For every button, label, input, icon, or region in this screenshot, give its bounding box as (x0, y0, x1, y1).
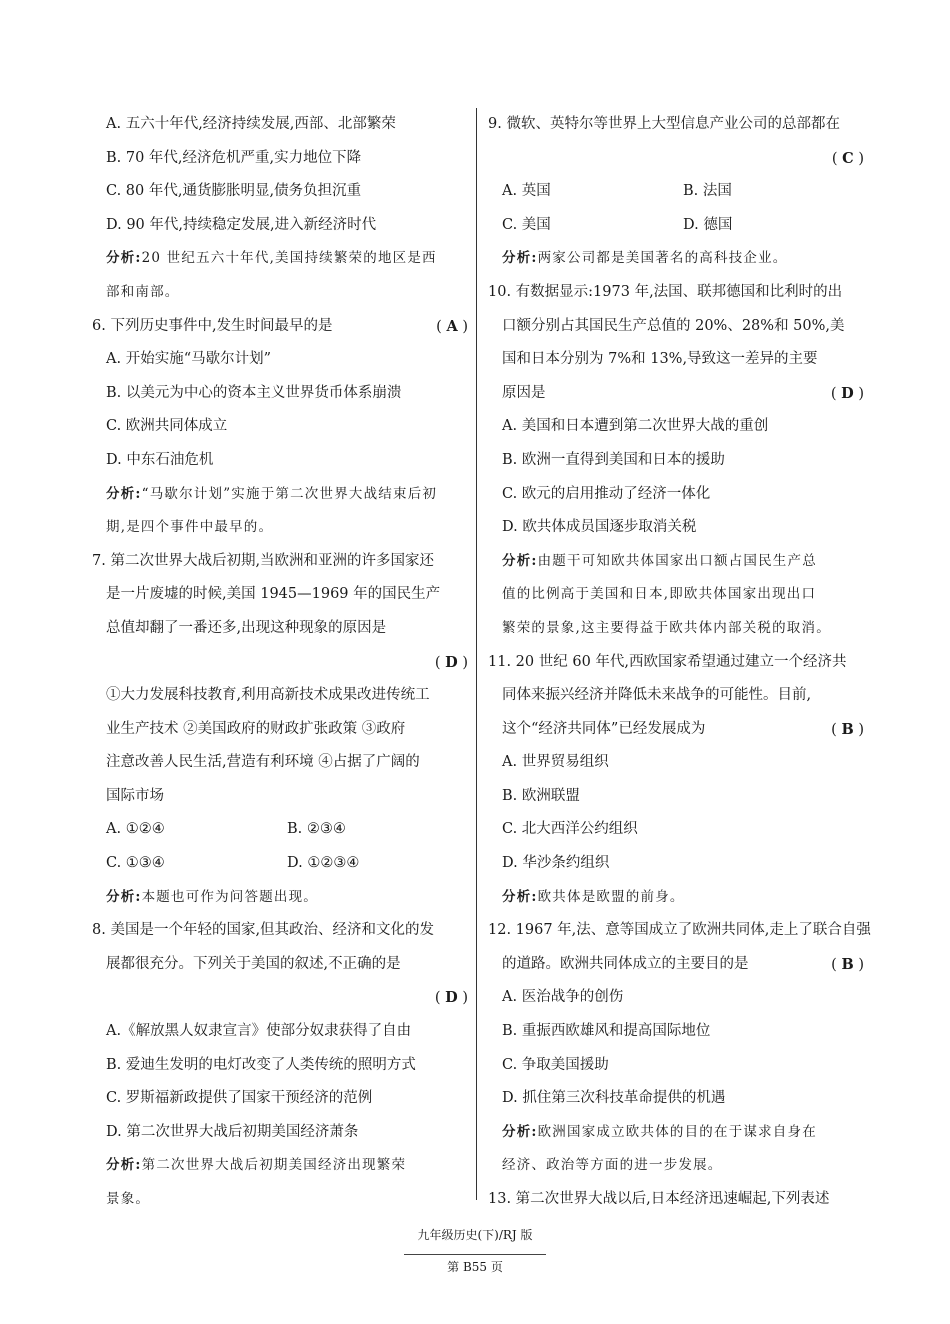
text-line (92, 209, 468, 243)
line-text: B. 欧洲一直得到美国和日本的援助 (502, 451, 725, 468)
line-text: A.《解放黑人奴隶宣言》使部分奴隶获得了自由 (106, 1023, 412, 1040)
analysis-label: 分析: (502, 552, 538, 569)
text-line (488, 981, 864, 1015)
answer-letter: D (841, 384, 854, 402)
line-text: D. 欧共体成员国逐步取消关税 (502, 519, 697, 536)
book-title: 九年级历史(下)/RJ 版 (417, 1228, 533, 1242)
line-text: 繁荣的景象,这主要得益于欧共体内部关税的取消。 (502, 619, 831, 636)
text-line (92, 545, 468, 579)
text-line (92, 108, 468, 142)
analysis-line (92, 478, 468, 512)
option-row (92, 813, 468, 847)
footer-rule (404, 1254, 546, 1255)
line-text: A. 开始实施“马歇尔计划” (106, 351, 272, 368)
answer-letter: D (445, 989, 458, 1007)
line-text: B. 以美元为中心的资本主义世界货币体系崩溃 (106, 384, 402, 401)
line-text: D. 华沙条约组织 (502, 855, 610, 872)
text-line (488, 813, 864, 847)
line-text: B. 70 年代,经济危机严重,实力地位下降 (106, 149, 362, 166)
line-text: 值的比例高于美国和日本,即欧共体国家出现出口 (502, 586, 817, 603)
line-text: C. 欧洲共同体成立 (106, 418, 228, 435)
text-line (92, 713, 468, 747)
analysis-label: 分析: (106, 1157, 142, 1174)
answer-bracket: ( B ) (831, 955, 864, 973)
line-text: 景象。 (106, 1191, 151, 1207)
option-row (488, 175, 864, 209)
analysis-line (92, 1149, 468, 1183)
text-line (92, 578, 468, 612)
line-text: D. 抓住第三次科技革命提供的机遇 (502, 1090, 726, 1107)
option-row (488, 209, 864, 243)
analysis-label: 分析: (106, 485, 142, 502)
option-row (92, 847, 468, 881)
line-text: 注意改善人民生活,营造有利环境 ④占据了广阔的 (106, 754, 420, 771)
option: C. ①③④ (106, 855, 165, 872)
text-line (488, 679, 864, 713)
analysis-line (488, 1116, 864, 1150)
option: D. ①②③④ (287, 855, 360, 872)
column-divider (476, 108, 477, 1200)
line-text: ①大力发展科技教育,利用高新技术成果改进传统工 (106, 687, 430, 704)
line-text: 6. 下列历史事件中,发生时间最早的是 (92, 317, 333, 334)
line-text: 13. 第二次世界大战以后,日本经济迅速崛起,下列表述 (488, 1191, 830, 1207)
line-text: 欧共体是欧盟的前身。 (537, 888, 685, 905)
line-text: 12. 1967 年,法、意等国成立了欧洲共同体,走上了联合自强 (488, 922, 871, 939)
text-line (488, 343, 864, 377)
text-line (488, 142, 864, 176)
text-line (92, 142, 468, 176)
text-line (488, 948, 864, 982)
analysis-label: 分析: (106, 888, 142, 905)
line-text: 展都很充分。下列关于美国的叙述,不正确的是 (106, 955, 401, 972)
line-text: 国和日本分别为 7%和 13%,导致这一差异的主要 (502, 351, 818, 368)
line-text: 的道路。欧洲共同体成立的主要目的是 (502, 955, 749, 972)
text-line (92, 1082, 468, 1116)
answer-bracket: ( D ) (434, 653, 468, 671)
text-line (92, 746, 468, 780)
answer-letter: B (841, 955, 854, 973)
line-text: 11. 20 世纪 60 年代,西欧国家希望通过建立一个经济共 (488, 653, 847, 670)
option: A. 英国 (502, 183, 551, 200)
text-line (92, 276, 468, 310)
text-line (488, 646, 864, 680)
text-line (488, 1049, 864, 1083)
line-text: 两家公司都是美国著名的高科技企业。 (537, 250, 788, 267)
line-text: D. 第二次世界大战后初期美国经济萧条 (106, 1123, 359, 1140)
answer-letter: C (842, 149, 854, 167)
text-line (488, 108, 864, 142)
line-text: C. 80 年代,通货膨胀明显,债务负担沉重 (106, 183, 362, 200)
option: C. 美国 (502, 216, 551, 233)
analysis-line (92, 242, 468, 276)
line-text: 10. 有数据显示:1973 年,法国、联邦德国和比利时的出 (488, 283, 843, 300)
text-line (92, 679, 468, 713)
text-line (92, 780, 468, 814)
line-text: D. 中东石油危机 (106, 451, 214, 468)
text-line (488, 746, 864, 780)
answer-letter: B (841, 720, 854, 738)
text-line (488, 310, 864, 344)
line-text: 由题干可知欧共体国家出口额占国民生产总 (537, 552, 817, 569)
line-text: 9. 微软、英特尔等世界上大型信息产业公司的总部都在 (488, 116, 840, 132)
line-text: 8. 美国是一个年轻的国家,但其政治、经济和文化的发 (92, 922, 435, 939)
line-text: 本题也可作为问答题出现。 (141, 888, 318, 905)
text-line (488, 1183, 864, 1217)
text-line (488, 914, 871, 948)
answer-bracket: ( A ) (436, 317, 468, 335)
left-column (92, 108, 468, 1217)
page-number: 第 B55 页 (447, 1260, 503, 1274)
text-line (92, 1116, 468, 1150)
page-footer (0, 1227, 950, 1275)
text-line (92, 914, 468, 948)
line-text: 期,是四个事件中最早的。 (106, 519, 274, 536)
analysis-line (488, 242, 864, 276)
text-line (488, 444, 864, 478)
line-text: B. 重振西欧雄风和提高国际地位 (502, 1023, 711, 1040)
answer-bracket: ( B ) (831, 720, 864, 738)
text-line (92, 444, 468, 478)
option: D. 德国 (683, 216, 733, 233)
text-line (92, 1183, 468, 1217)
line-text: C. 北大西洋公约组织 (502, 821, 638, 838)
line-text: C. 争取美国援助 (502, 1056, 609, 1073)
text-line (92, 948, 468, 982)
analysis-label: 分析: (106, 250, 142, 267)
line-text: 第二次世界大战后初期美国经济出现繁荣 (141, 1157, 407, 1174)
line-text: A. 世界贸易组织 (502, 754, 609, 771)
text-line (92, 377, 468, 411)
line-text: “马歇尔计划”实施于第二次世界大战结束后初 (141, 485, 438, 502)
line-text: C. 罗斯福新政提供了国家干预经济的范例 (106, 1090, 373, 1107)
line-text: B. 欧洲联盟 (502, 787, 580, 804)
right-column (488, 108, 871, 1217)
text-line (488, 847, 864, 881)
line-text: 国际市场 (106, 787, 164, 804)
option: B. 法国 (683, 183, 732, 200)
text-line (92, 646, 468, 680)
text-line (92, 175, 468, 209)
text-line (488, 410, 864, 444)
line-text: A. 五六十年代,经济持续发展,西部、北部繁荣 (106, 116, 396, 132)
option: A. ①②④ (106, 821, 165, 838)
text-line (92, 343, 468, 377)
line-text: A. 医治战争的创伤 (502, 989, 624, 1006)
text-line (92, 410, 468, 444)
text-line (92, 310, 468, 344)
text-line (488, 377, 864, 411)
text-line (92, 981, 468, 1015)
option: B. ②③④ (287, 821, 346, 838)
text-line (92, 511, 468, 545)
line-text: 部和南部。 (106, 283, 180, 300)
line-text: 是一片废墟的时候,美国 1945—1969 年的国民生产 (106, 586, 441, 603)
analysis-line (488, 545, 864, 579)
line-text: 口额分别占其国民生产总值的 20%、28%和 50%,美 (502, 317, 845, 334)
line-text: 经济、政治等方面的进一步发展。 (502, 1157, 723, 1174)
answer-bracket: ( D ) (434, 989, 468, 1007)
line-text: A. 美国和日本遭到第二次世界大战的重创 (502, 418, 769, 435)
text-line (92, 1015, 468, 1049)
text-line (488, 511, 864, 545)
analysis-label: 分析: (502, 250, 538, 267)
text-line (92, 612, 468, 646)
text-line (488, 1015, 864, 1049)
text-line (92, 1049, 468, 1083)
text-line (488, 578, 864, 612)
text-line (488, 713, 864, 747)
line-text: D. 90 年代,持续稳定发展,进入新经济时代 (106, 216, 377, 233)
text-line (488, 276, 864, 310)
line-text: C. 欧元的启用推动了经济一体化 (502, 485, 711, 502)
line-text: 7. 第二次世界大战后初期,当欧洲和亚洲的许多国家还 (92, 552, 435, 569)
text-line (488, 780, 864, 814)
line-text: B. 爱迪生发明的电灯改变了人类传统的照明方式 (106, 1056, 416, 1073)
line-text: 20 世纪五六十年代,美国持续繁荣的地区是西 (141, 250, 437, 267)
analysis-line (92, 881, 468, 915)
answer-bracket: ( D ) (830, 384, 864, 402)
line-text: 原因是 (502, 384, 546, 401)
analysis-line (488, 881, 864, 915)
line-text: 总值却翻了一番还多,出现这种现象的原因是 (106, 619, 387, 636)
answer-letter: A (446, 317, 458, 335)
text-line (488, 1149, 864, 1183)
answer-bracket: ( C ) (831, 149, 864, 167)
line-text: 业生产技术 ②美国政府的财政扩张政策 ③政府 (106, 720, 406, 737)
text-line (488, 478, 864, 512)
text-line (488, 1082, 864, 1116)
answer-letter: D (445, 653, 458, 671)
line-text: 这个“经济共同体”已经发展成为 (502, 720, 706, 737)
analysis-label: 分析: (502, 888, 538, 905)
text-line (488, 612, 864, 646)
line-text: 欧洲国家成立欧共体的目的在于谋求自身在 (537, 1123, 817, 1140)
analysis-label: 分析: (502, 1123, 538, 1140)
line-text: 同体来振兴经济并降低未来战争的可能性。目前, (502, 687, 812, 704)
